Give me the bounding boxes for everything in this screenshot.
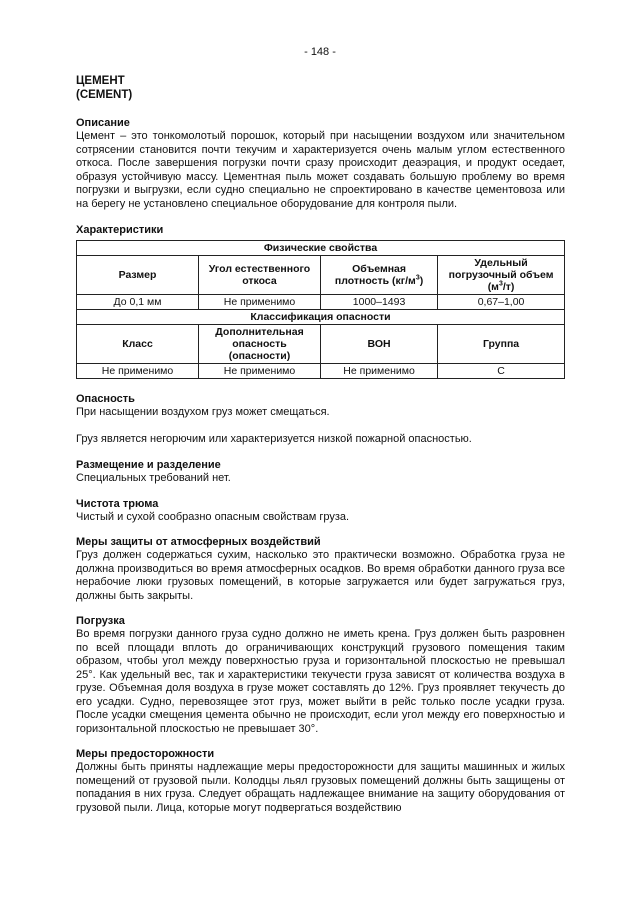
cell-stowage: 0,67–1,00: [438, 295, 565, 310]
physical-header-row: [77, 241, 565, 256]
bulk-density-label: Объемная плотность (кг/м: [334, 263, 416, 287]
precautions-text: Должны быть приняты надлежащие меры предосторожности для защиты машинных и жилых помещений от грузовой пыли. Колодцы льял грузовых помещений должны быть защищены от попадания в них груза. Следует обращать надлежащее внимание на защиту оборудования от грузовой пыли. Лица, которые могут подвергаться воздействию: [76, 761, 565, 814]
hazard-classification-header: Классификация опасности: [77, 310, 565, 325]
cell-mhb: Не применимо: [321, 364, 438, 379]
physical-properties-header: Физические свойства: [77, 241, 565, 256]
loading-text: Во время погрузки данного груза судно должно не иметь крена. Груз должен быть разровнен по всей площади вплоть до ограничивающих конструкций грузового помещения таким образом, чтобы угол между поверхностью груза и горизонтальной плоскостью не превышал 25°. Как удельный вес, так и характеристики текучести груза зависят от количества воздуха в грузе. Объемная доля воздуха в грузе может составлять до 12%. Груз проявляет текучесть до его усадки. Судно, перевозящее этот груз, может выйти в рейс только после усадки груза. После усадки смещения цемента обычно не происходит, если угол между его поверхностью и горизонтальной плоскостью не превышает 30°.: [76, 628, 565, 735]
cell-group: C: [438, 364, 565, 379]
section-characteristics: [76, 223, 565, 379]
stowage-heading: Размещение и разделение: [76, 459, 221, 471]
cell-subsidiary: Не применимо: [199, 364, 321, 379]
col-class: Класс: [77, 325, 199, 364]
stowage-factor-sup: 3: [498, 280, 503, 288]
cargo-title: ЦЕМЕНТ: [76, 75, 125, 87]
precautions-heading: Меры предосторожности: [76, 748, 215, 760]
bulk-density-suffix: ): [419, 275, 424, 287]
section-weather-precautions: [76, 535, 565, 603]
table-row: [77, 295, 565, 310]
cell-density: 1000–1493: [321, 295, 438, 310]
cell-angle: Не применимо: [199, 295, 321, 310]
bulk-density-sup: 3: [415, 274, 420, 282]
section-precautions: [76, 747, 565, 815]
cell-class: Не применимо: [77, 364, 199, 379]
stowage-text: Специальных требований нет.: [76, 472, 231, 484]
col-stowage-factor: [438, 256, 565, 295]
col-size: Размер: [77, 256, 199, 295]
description-text: Цемент – это тонкомолотый порошок, который при насыщении воздухом или значительном сотрясении становится почти текучим и характеризуется очень малым углом естественного откоса. После завершения погрузки почти сразу происходит деаэрация, и продукт оседает, образуя устойчивую массу. Цементная пыль может создавать большую проблему во время погрузки и выгрузки, если судно специально не спроектировано в качестве цементовоза или на берегу не установлено специальное оборудование для контроля пыли.: [76, 130, 565, 210]
cell-size: До 0,1 мм: [77, 295, 199, 310]
section-loading: [76, 614, 565, 736]
hold-cleanliness-heading: Чистота трюма: [76, 497, 159, 510]
description-heading: Описание: [76, 117, 130, 129]
table-row: [77, 364, 565, 379]
col-angle-of-repose: Угол естественного откоса: [199, 256, 321, 295]
col-subsidiary-hazard: Дополнительная опасность (опасности): [199, 325, 321, 364]
stowage-factor-suffix: /т): [502, 281, 515, 293]
weather-text: Груз должен содержаться сухим, насколько это практически возможно. Обработка груза не должна производиться во время атмосферных осадков. Во время обработки данного груза все нерабочие люки грузовых помещений, в которые загружается или будет загружаться груз, должны быть закрыты.: [76, 549, 565, 602]
characteristics-table: [76, 240, 565, 379]
hazard-columns-row: [77, 325, 565, 364]
section-hold-cleanliness: [76, 497, 565, 525]
col-bulk-density: [321, 256, 438, 295]
weather-heading: Меры защиты от атмосферных воздействий: [76, 536, 321, 548]
page-number: - 148 -: [304, 46, 336, 58]
hazard-header-row: [77, 310, 565, 325]
hazard-text-2: Груз является негорючим или характеризуется низкой пожарной опасностью.: [76, 432, 472, 445]
characteristics-heading: Характеристики: [76, 224, 164, 236]
document-content: [76, 74, 565, 815]
physical-columns-row: [77, 256, 565, 295]
section-stowage: [76, 458, 565, 486]
hazard-text-1: При насыщении воздухом груз может смещаться.: [76, 406, 330, 418]
col-group: Группа: [438, 325, 565, 364]
section-hazard: [76, 392, 565, 446]
col-mhb: ВОН: [321, 325, 438, 364]
stowage-factor-label: Удельный погрузочный объем (м: [448, 257, 554, 293]
section-description: [76, 116, 565, 211]
hold-cleanliness-text: Чистый и сухой сообразно опасным свойствам груза.: [76, 510, 350, 523]
loading-heading: Погрузка: [76, 615, 125, 627]
hazard-heading: Опасность: [76, 393, 135, 405]
cargo-title-english: (CEMENT): [76, 89, 133, 101]
